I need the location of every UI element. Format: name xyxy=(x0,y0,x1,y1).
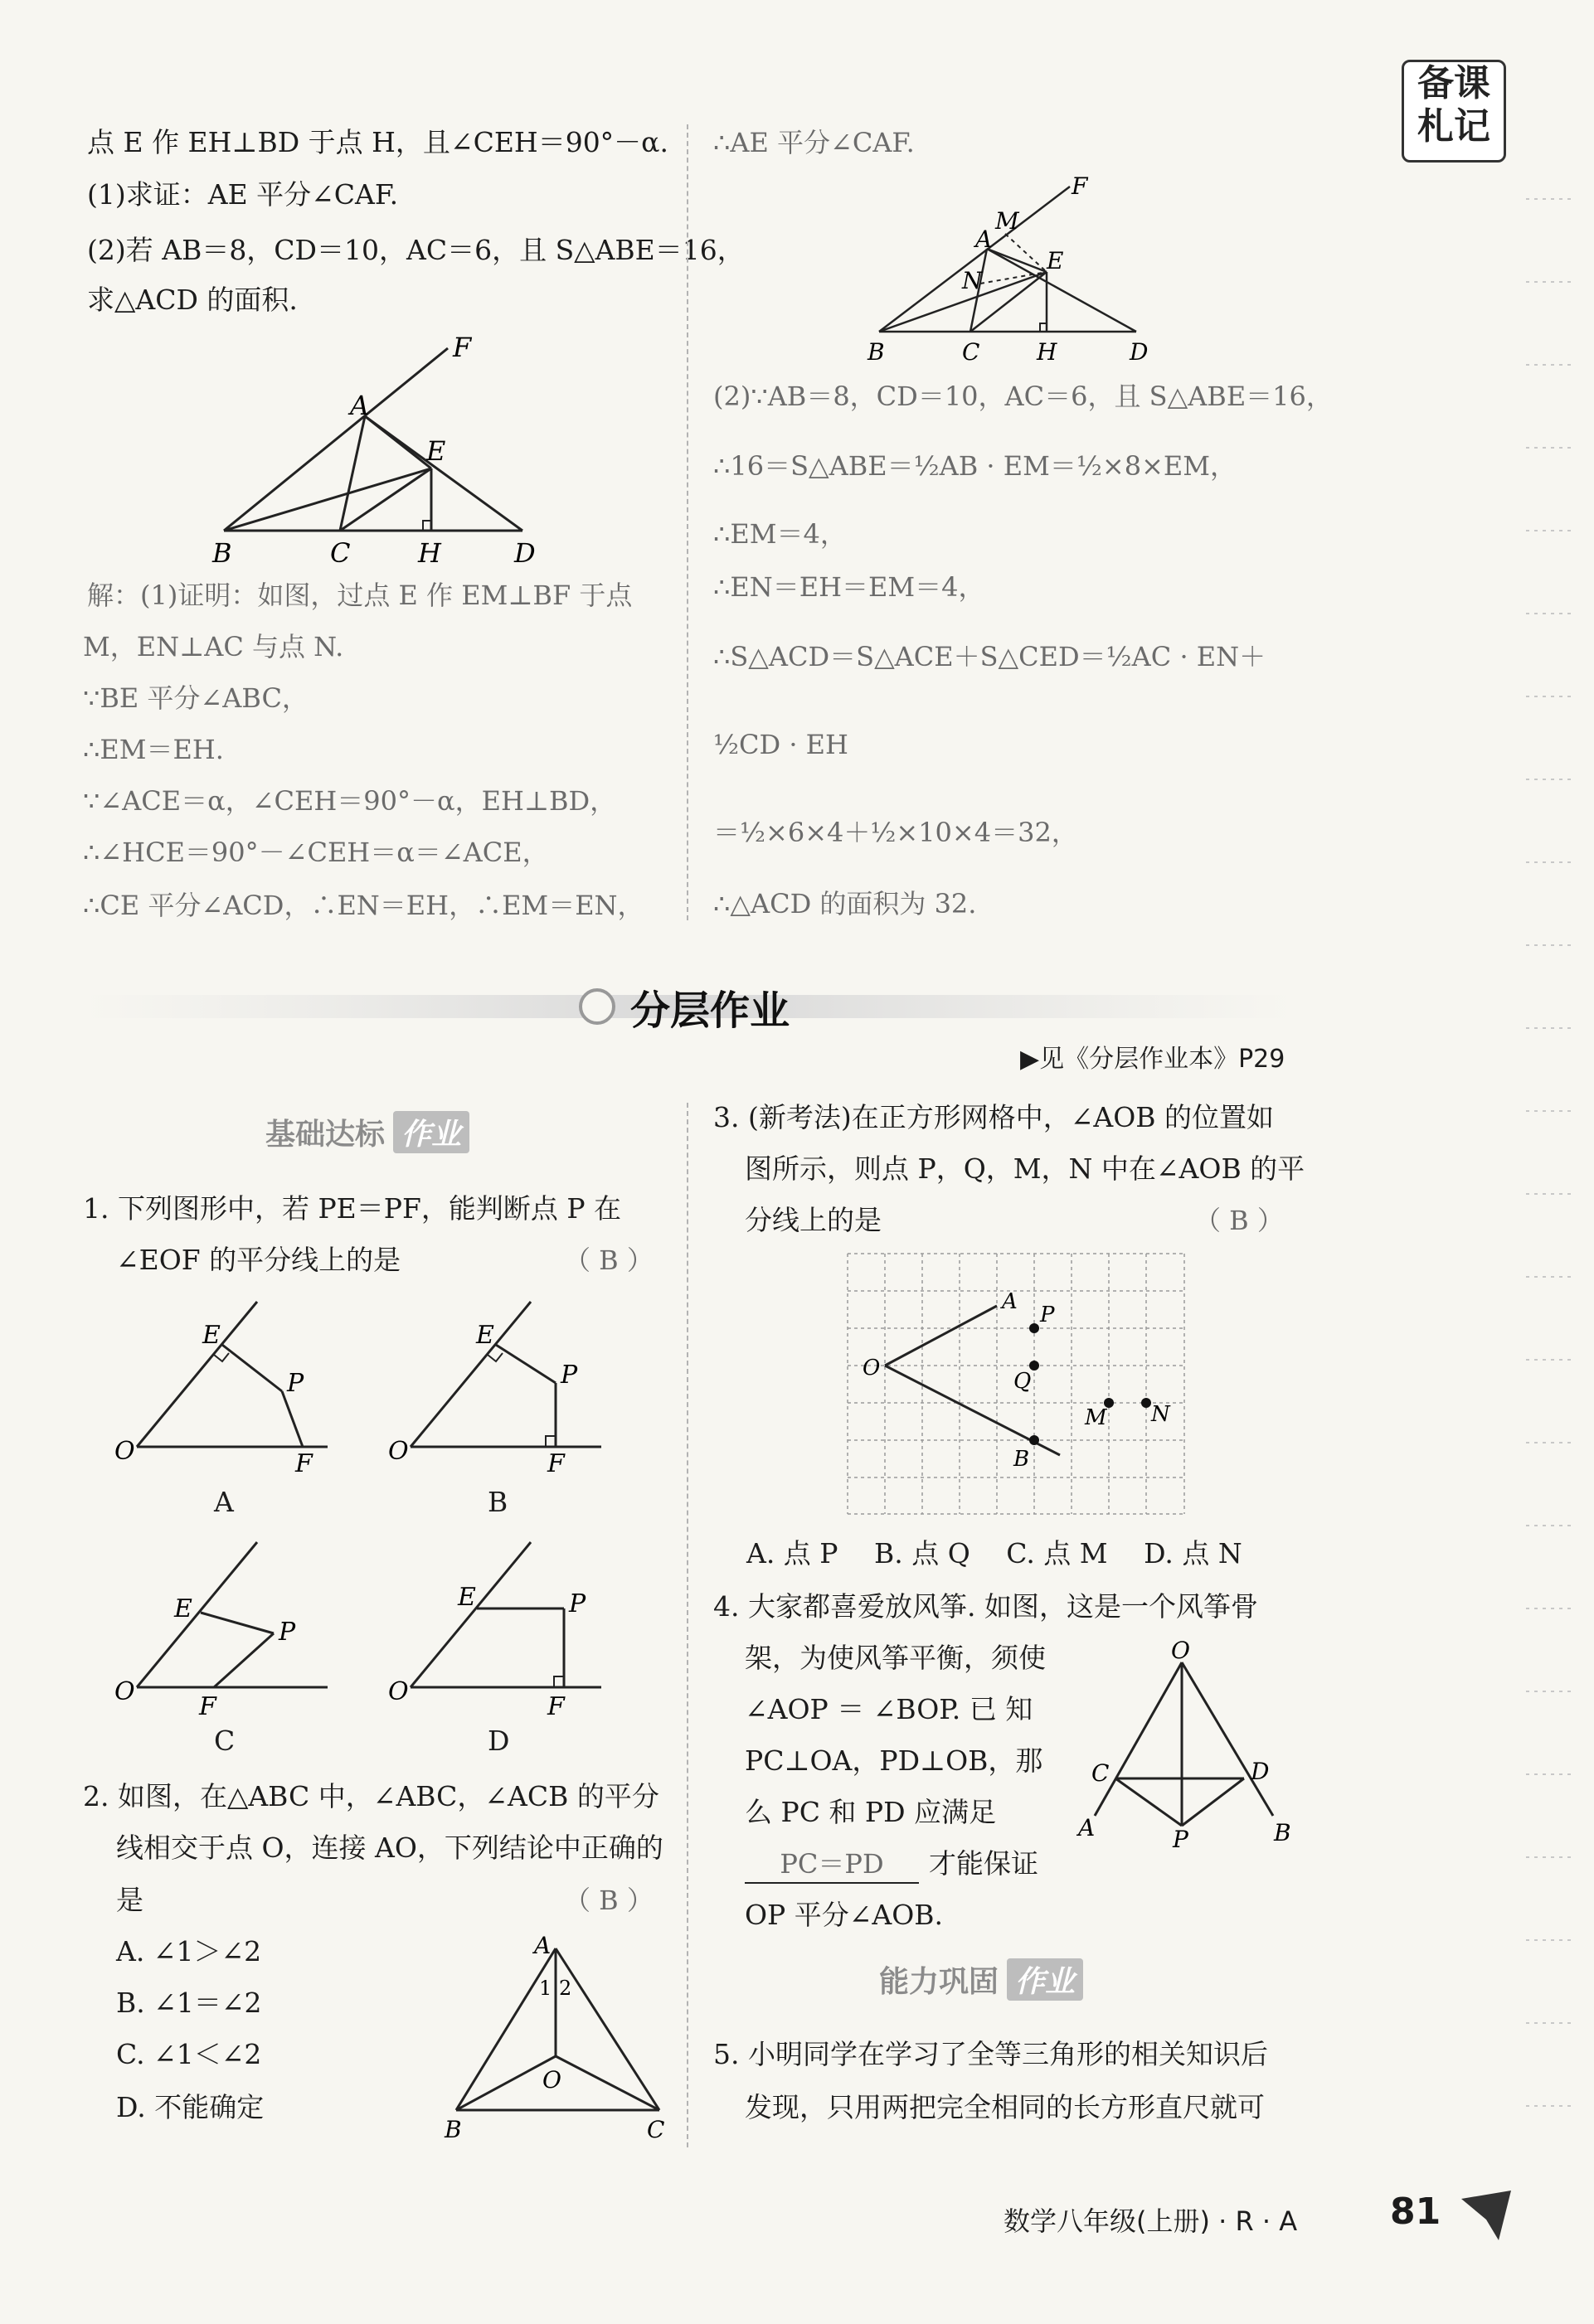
footer-page-number: 81 xyxy=(1390,2191,1441,2233)
basic-badge xyxy=(265,1111,469,1153)
q2-answer: （ B ） xyxy=(564,1885,654,1916)
basic-badge-label: 基础达标 xyxy=(265,1118,386,1152)
q1-figure-d xyxy=(381,1534,622,1721)
fig2-label-H: H xyxy=(1037,338,1057,366)
q3-answer: （ B ） xyxy=(1194,1205,1284,1236)
q3-label-B: B xyxy=(1013,1447,1030,1472)
q3-grid-figure xyxy=(844,1250,1188,1517)
ability-badge-tag: 作业 xyxy=(1007,1958,1083,2001)
top-right-line-9: ∴△ACD 的面积为 32. xyxy=(713,888,977,919)
notes-margin-lines xyxy=(1526,166,1576,2156)
section-ref: ▶见《分层作业本》P29 xyxy=(1020,1045,1285,1074)
top-left-line-1: 点 E 作 EH⊥BD 于点 H，且∠CEH＝90°－α. xyxy=(87,126,668,158)
q1a-P: P xyxy=(287,1369,304,1398)
top-right-line-3: ∴16＝S△ABE＝½AB · EM＝½×8×EM， xyxy=(713,450,1237,482)
ability-badge xyxy=(879,1958,1083,2001)
fig2-label-E: E xyxy=(1047,247,1064,274)
q1-figure-b xyxy=(381,1293,622,1478)
q1c-P: P xyxy=(279,1618,296,1647)
top-right-line-8: ＝½×6×4＋½×10×4＝32， xyxy=(713,817,1078,848)
fig2-label-A: A xyxy=(975,226,993,253)
solution-line-2: M，EN⊥AC 与点 N. xyxy=(83,631,344,662)
q2-option-c: C. ∠1＜∠2 xyxy=(116,2038,262,2070)
section-title: 分层作业 xyxy=(630,987,790,1034)
q1-line-2: ∠EOF 的平分线上的是 xyxy=(116,1244,401,1276)
q3-line-2: 图所示，则点 P，Q，M，N 中在∠AOB 的平 xyxy=(745,1152,1305,1185)
q3-line-3: 分线上的是 xyxy=(745,1204,882,1236)
top-left-line-2: (1)求证：AE 平分∠CAF. xyxy=(87,178,399,211)
fig1-label-H: H xyxy=(418,537,441,569)
top-right-line-7: ½CD · EH xyxy=(713,729,848,760)
footer-book-title: 数学八年级(上册) · R · A xyxy=(1004,2205,1298,2237)
q1b-E: E xyxy=(476,1321,494,1350)
fig1-label-C: C xyxy=(330,537,351,569)
q4-label-O: O xyxy=(1171,1637,1190,1664)
q3-label-N: N xyxy=(1151,1402,1170,1427)
top-right-line-2: (2)∵AB＝8，CD＝10，AC＝6，且 S△ABE＝16， xyxy=(713,381,1333,412)
q4-label-P: P xyxy=(1173,1826,1188,1853)
q4-kite-figure xyxy=(1062,1637,1310,1857)
q1c-F: F xyxy=(199,1692,216,1721)
q1b-P: P xyxy=(561,1361,578,1390)
q4-line-6-tail: 才能保证 xyxy=(929,1847,1038,1880)
q1c-O: O xyxy=(114,1677,135,1706)
fig2-label-B: B xyxy=(867,338,885,366)
q1b-O: O xyxy=(388,1437,409,1466)
fig1-label-D: D xyxy=(514,537,536,569)
q2-label-B: B xyxy=(445,2116,462,2143)
q3-label-P: P xyxy=(1040,1303,1055,1327)
q4-blank-answer: PC＝PD xyxy=(745,1846,919,1884)
basic-badge-tag: 作业 xyxy=(393,1111,469,1153)
top-right-figure xyxy=(863,174,1161,373)
q2-figure xyxy=(431,1932,680,2147)
q1-figure-c xyxy=(108,1534,348,1721)
q1-option-d-label: D xyxy=(488,1725,510,1757)
q1-figure-a xyxy=(108,1293,348,1478)
q4-line-2: 架，为使风筝平衡，须使 xyxy=(745,1642,1046,1674)
fig1-label-E: E xyxy=(426,435,446,467)
solution-line-3: ∵BE 平分∠ABC， xyxy=(83,682,309,714)
q1a-E: E xyxy=(202,1321,221,1350)
q3-label-O: O xyxy=(863,1356,881,1380)
fig2-label-F: F xyxy=(1072,172,1088,200)
top-right-line-1: ∴AE 平分∠CAF. xyxy=(713,127,915,158)
solution-line-5: ∵∠ACE＝α，∠CEH＝90°－α，EH⊥BD， xyxy=(83,785,617,817)
note-badge xyxy=(1402,60,1506,163)
q2-label-A: A xyxy=(534,1932,552,1959)
q4-line-1: 4. 大家都喜爱放风筝. 如图，这是一个风筝骨 xyxy=(713,1590,1258,1623)
q2-label-C: C xyxy=(647,2116,665,2143)
note-badge-line2: 札记 xyxy=(1417,105,1490,148)
q4-label-D: D xyxy=(1251,1758,1270,1785)
ability-badge-label: 能力巩固 xyxy=(879,1965,999,1999)
q1a-F: F xyxy=(295,1449,313,1478)
q1-answer: （ B ） xyxy=(564,1244,654,1276)
q1d-E: E xyxy=(458,1583,476,1612)
q2-option-a: A. ∠1＞∠2 xyxy=(116,1935,262,1967)
q2-label-1: 1 xyxy=(539,1977,552,2000)
q1a-O: O xyxy=(114,1437,135,1466)
q1c-E: E xyxy=(174,1594,192,1623)
top-right-line-5: ∴EN＝EH＝EM＝4， xyxy=(713,571,985,603)
q5-line-1: 5. 小明同学在学习了全等三角形的相关知识后 xyxy=(713,2038,1268,2070)
q3-label-A: A xyxy=(1002,1289,1018,1314)
top-right-line-6: ∴S△ACD＝S△ACE＋S△CED＝½AC · EN＋ xyxy=(713,641,1266,672)
q4-line-6 xyxy=(745,1846,1038,1884)
top-left-line-3: (2)若 AB＝8，CD＝10，AC＝6，且 S△ABE＝16， xyxy=(87,234,745,266)
q1-option-a-label: A xyxy=(214,1486,234,1518)
q5-line-2: 发现，只用两把完全相同的长方形直尺就可 xyxy=(745,2091,1265,2123)
q3-label-Q: Q xyxy=(1013,1369,1032,1394)
q1d-O: O xyxy=(388,1677,409,1706)
solution-line-4: ∴EM＝EH. xyxy=(83,734,224,765)
q2-option-b: B. ∠1＝∠2 xyxy=(116,1987,262,2019)
footer-arrow-icon xyxy=(1453,2182,1519,2249)
solution-line-7: ∴CE 平分∠ACD，∴EN＝EH，∴EM＝EN， xyxy=(83,890,644,921)
q3-line-1: 3. (新考法)在正方形网格中，∠AOB 的位置如 xyxy=(713,1101,1275,1133)
solution-line-1: 解：(1)证明：如图，过点 E 作 EM⊥BF 于点 xyxy=(87,580,633,611)
solution-line-6: ∴∠HCE＝90°－∠CEH＝α＝∠ACE， xyxy=(83,837,549,868)
fig1-label-A: A xyxy=(350,390,370,421)
q2-label-O: O xyxy=(542,2066,561,2094)
q1-line-1: 1. 下列图形中，若 PE＝PF，能判断点 P 在 xyxy=(83,1192,622,1225)
note-badge-line1: 备课 xyxy=(1417,62,1490,104)
top-left-line-4: 求△ACD 的面积. xyxy=(87,284,298,316)
q4-label-A: A xyxy=(1078,1814,1096,1841)
q2-line-3: 是 xyxy=(116,1884,143,1916)
top-left-figure xyxy=(207,332,572,572)
fig2-label-C: C xyxy=(962,338,980,366)
fig2-label-M: M xyxy=(995,207,1019,235)
fig1-label-F: F xyxy=(453,332,472,363)
fig2-label-D: D xyxy=(1130,338,1149,366)
q1d-F: F xyxy=(547,1692,565,1721)
q1d-P: P xyxy=(569,1589,586,1618)
q4-line-3: ∠AOP ＝ ∠BOP. 已 知 xyxy=(745,1693,1033,1725)
top-column-divider xyxy=(687,124,688,920)
q3-label-M: M xyxy=(1085,1405,1107,1430)
bottom-column-divider xyxy=(687,1103,688,2147)
q2-line-2: 线相交于点 O，连接 AO，下列结论中正确的 xyxy=(116,1832,663,1864)
fig2-label-N: N xyxy=(962,267,983,294)
q3-options: A. 点 P B. 点 Q C. 点 M D. 点 N xyxy=(746,1537,1242,1570)
q4-label-C: C xyxy=(1091,1759,1110,1787)
q4-line-7: OP 平分∠AOB. xyxy=(745,1899,944,1931)
q2-option-d: D. 不能确定 xyxy=(116,2091,265,2123)
q4-label-B: B xyxy=(1274,1819,1291,1846)
q4-line-5: 么 PC 和 PD 应满足 xyxy=(745,1796,997,1828)
q4-line-4: PC⊥OA，PD⊥OB，那 xyxy=(745,1744,1043,1777)
top-right-line-4: ∴EM＝4， xyxy=(713,518,847,550)
fig1-label-B: B xyxy=(212,537,232,569)
q1b-F: F xyxy=(547,1449,565,1478)
q1-option-b-label: B xyxy=(488,1486,508,1518)
q2-line-1: 2. 如图，在△ABC 中，∠ABC，∠ACB 的平分 xyxy=(83,1780,659,1812)
q1-option-c-label: C xyxy=(214,1725,236,1757)
q2-label-2: 2 xyxy=(559,1977,572,2000)
